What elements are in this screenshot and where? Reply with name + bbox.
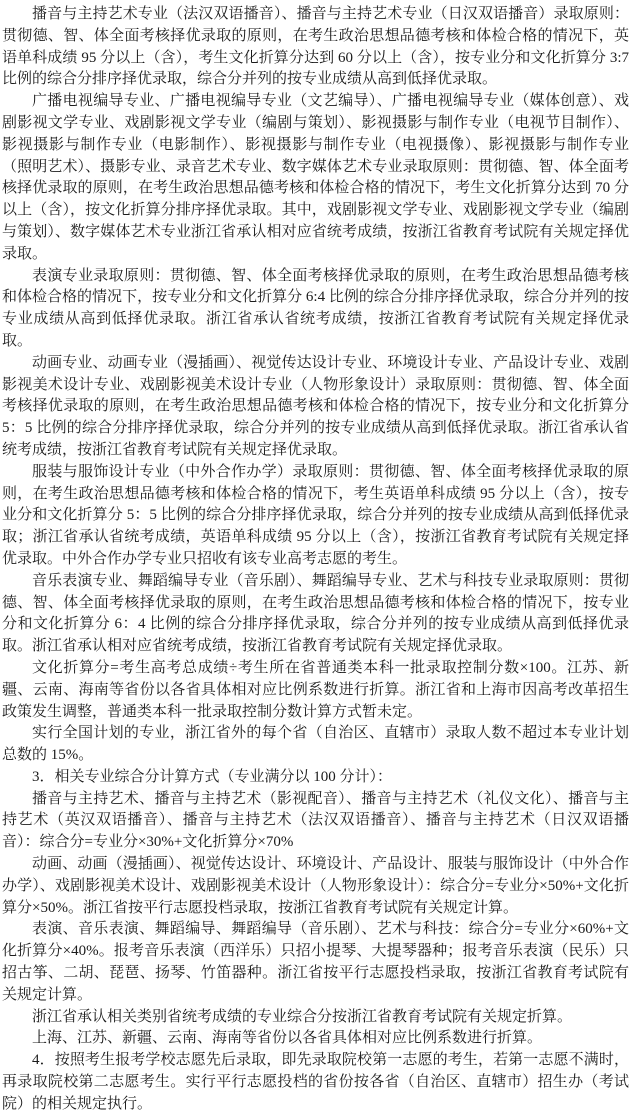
paragraph-design-composite-formula: 动画、动画（漫插画）、视觉传达设计、环境设计、产品设计、服装与服饰设计（中外合作办学）、戏剧影视美术设计、戏剧影视美术设计（人物形象设计）：综合分=专业分×50%+文化折算分×50%。浙江省按平行志愿投档录取，按浙江省教育考试院有关规定计算。 xyxy=(2,856,629,916)
paragraph-acting-rule: 表演专业录取原则：贯彻德、智、体全面考核择优录取的原则，在考生政治思想品德考核和体检合格的情况下，按专业分和文化折算分 6:4 比例的综合分排序择优录取，综合分并列的按专业成绩从高到低择优录取。浙江省承认省统考成绩，按浙江省教育考试院有关规定择优录取。 xyxy=(2,267,629,349)
paragraph-music-dance-tech-rule: 音乐表演专业、舞蹈编导专业（音乐剧）、舞蹈编导专业、艺术与科技专业录取原则：贯彻德、智、体全面考核择优录取的原则，在考生政治思想品德考核和体检合格的情况下，按专业分和文化折算分 6：4 比例的综合分排序择优录取，综合分并列的按专业成绩从高到低择优录取。浙江省承认相对应省统考成绩，按浙江省教育考试院有关规定择优录取。 xyxy=(2,572,629,655)
paragraph-zhejiang-unified-exam-conversion: 浙江省承认相关类别省统考成绩的专业综合分按浙江省教育考试院有关规定折算。 xyxy=(32,1008,573,1025)
paragraph-performance-composite-formula: 表演、音乐表演、舞蹈编导、舞蹈编导（音乐剧）、艺术与科技：综合分=专业分×60%+文化折算分×40%。报考音乐表演（西洋乐）只招小提琴、大提琴器种；报考音乐表演（民乐）只招古筝、二胡、琵琶、扬琴、竹笛器种。浙江省按平行志愿投档录取，按浙江省教育考试院有关规定计算。 xyxy=(2,921,629,1003)
paragraph-culture-score-formula: 文化折算分=考生高考总成绩÷考生所在省普通类本科一批录取控制分数×100。江苏、新疆、云南、海南等省份以各省具体相对应比例系数进行折算。浙江省和上海市因高考改革招生政策发生调整，普通类本科一批录取控制分数计算方式暂未定。 xyxy=(2,659,629,720)
paragraph-broadcasting-bilingual-rule: 播音与主持艺术专业（法汉双语播音）、播音与主持艺术专业（日汉双语播音）录取原则：贯彻德、智、体全面考核择优录取的原则，在考生政治思想品德考核和体检合格的情况下，英语单科成绩 95 分以上（含），考生文化折算分达到 60 分以上（含），按专业分和文化折算分 3:7 比例的综合分排序择优录取，综合分并列的按专业成绩从高到低择优录取。 xyxy=(2,6,629,88)
paragraph-item-4-admission-order: 4．按照考生报考学校志愿先后录取，即先录取院校第一志愿的考生，若第一志愿不满时，再录取院校第二志愿考生。实行平行志愿投档的省份按各省（自治区、直辖市）招生办（考试院）的相关规定执行。 xyxy=(2,1052,629,1112)
paragraph-province-ratio-conversion: 上海、江苏、新疆、云南、海南等省份以各省具体相对应比例系数进行折算。 xyxy=(32,1030,543,1047)
paragraph-broadcasting-composite-formula: 播音与主持艺术、播音与主持艺术（影视配音）、播音与主持艺术（礼仪文化）、播音与主持艺术（英汉双语播音）、播音与主持艺术（法汉双语播音）、播音与主持艺术（日汉双语播音）：综合分=专业分×30%+文化折算分×70% xyxy=(2,790,629,851)
paragraph-national-plan-quota: 实行全国计划的专业，浙江省外的每个省（自治区、直辖市）录取人数不超过本专业计划总数的 15%。 xyxy=(2,725,629,764)
paragraph-animation-design-rule: 动画专业、动画专业（漫插画）、视觉传达设计专业、环境设计专业、产品设计专业、戏剧影视美术设计专业、戏剧影视美术设计专业（人物形象设计）录取原则：贯彻德、智、体全面考核择优录取的原则，在考生政治思想品德考核和体检合格的情况下，按专业分和文化折算分 5：5 比例的综合分排序择优录取，综合分并列的按专业成绩从高到低择优录取。浙江省承认省统考成绩，按浙江省教育考试院有关规定择优录取。 xyxy=(2,354,629,458)
paragraph-item-3-heading: 3．相关专业综合分计算方式（专业满分以 100 分计）： xyxy=(32,768,393,785)
paragraph-fashion-design-joint-rule: 服装与服饰设计专业（中外合作办学）录取原则：贯彻德、智、体全面考核择优录取的原则，在考生政治思想品德考核和体检合格的情况下，考生英语单科成绩 95 分以上（含），按专业分和文化折算分 5：5 比例的综合分排序择优录取，综合分并列的按专业成绩从高到低择优录取；浙江省承认省统考成绩，英语单科成绩 95 分以上（含），按浙江省教育考试院有关规定择优录取。中外合作办学专业只招收有该专业高考志愿的考生。 xyxy=(2,463,629,567)
paragraph-tv-editing-film-rule: 广播电视编导专业、广播电视编导专业（文艺编导）、广播电视编导专业（媒体创意）、戏剧影视文学专业、戏剧影视文学专业（编剧与策划）、影视摄影与制作专业（电视节目制作）、影视摄影与制作专业（电影制作）、影视摄影与制作专业（电视摄像）、影视摄影与制作专业（照明艺术）、摄影专业、录音艺术专业、数字媒体艺术专业录取原则：贯彻德、智、体全面考核择优录取的原则，在考生政治思想品德考核和体检合格的情况下，考生文化折算分达到 70 分以上（含），按文化折算分排序择优录取。其中，戏剧影视文学专业、戏剧影视文学专业（编剧与策划）、数字媒体艺术专业浙江省承认相对应省统考成绩，按浙江省教育考试院有关规定择优录取。 xyxy=(2,93,629,262)
